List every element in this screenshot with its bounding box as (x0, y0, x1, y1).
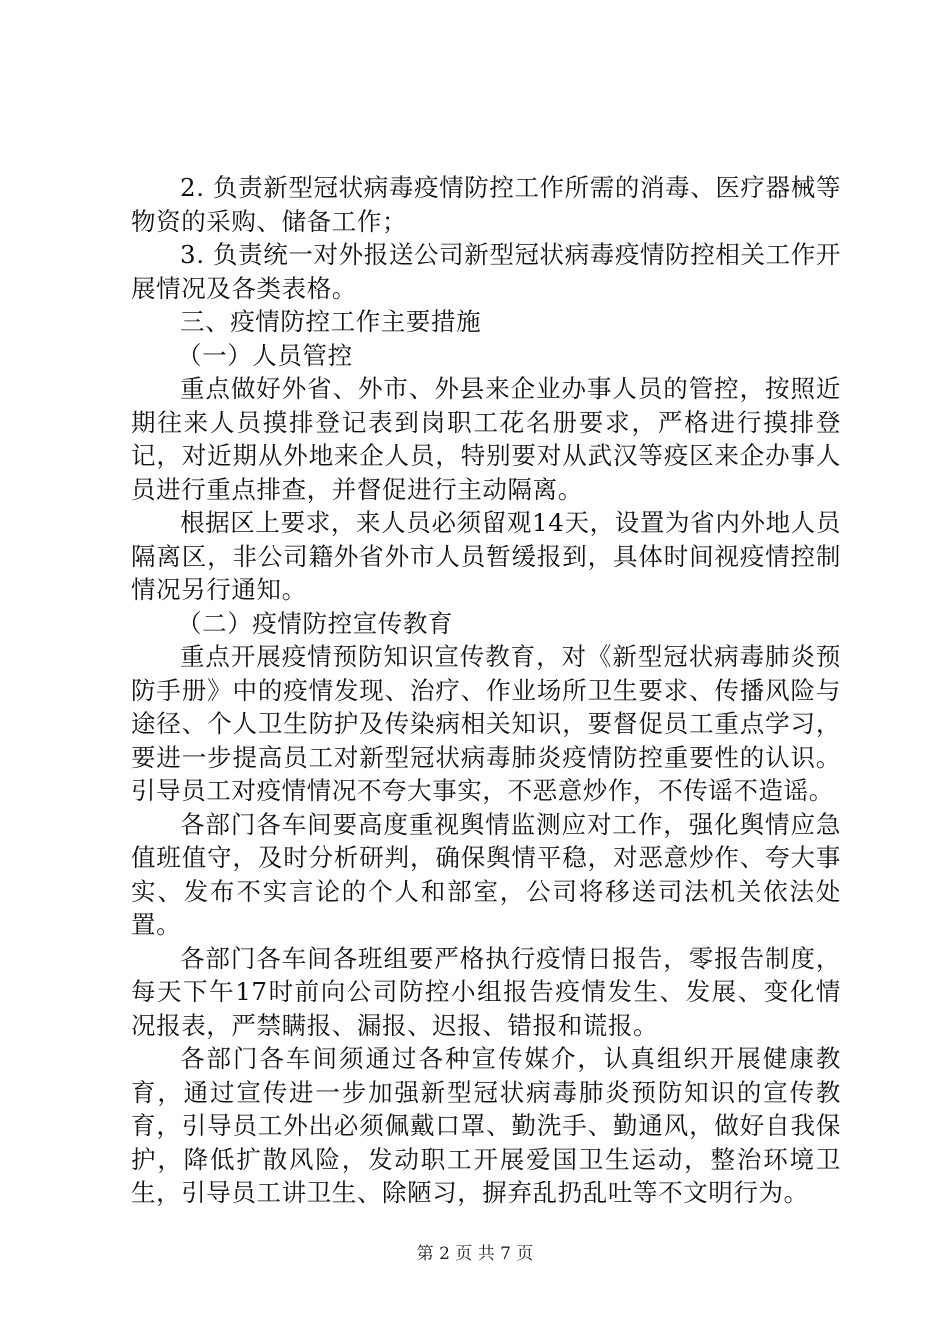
document-body (131, 171, 841, 1210)
paragraph-item-3: 3. 负责统一对外报送公司新型冠状病毒疫情防控相关工作开展情况及各类表格。 (131, 240, 841, 303)
paragraph-personnel-control: 重点做好外省、外市、外县来企业办事人员的管控，按照近期往来人员摸排登记表到岗职工花名册要求，严格进行摸排登记，对近期从外地来企人员，特别要对从武汉等疫区来企办事人员进行重点排查，并督促进行主动隔离。 (131, 374, 841, 504)
paragraph-daily-report: 各部门各车间各班组要严格执行疫情日报告，零报告制度，每天下午17时前向公司防控小组报告疫情发生、发展、变化情况报表，严禁瞒报、漏报、迟报、错报和谎报。 (131, 943, 841, 1040)
paragraph-education: 重点开展疫情预防知识宣传教育，对《新型冠状病毒肺炎预防手册》中的疫情发现、治疗、作业场所卫生要求、传播风险与途径、个人卫生防护及传染病相关知识，要督促员工重点学习，要进一步提高员工对新型冠状病毒肺炎疫情防控重要性的认识。引导员工对疫情情况不夸大事实，不恶意炒作，不传谣不造谣。 (131, 642, 841, 805)
subsection-heading-education: （二）疫情防控宣传教育 (177, 608, 454, 638)
paragraph-item-2: 2. 负责新型冠状病毒疫情防控工作所需的消毒、医疗器械等物资的采购、储备工作； (131, 173, 841, 236)
section-heading-measures: 三、疫情防控工作主要措施 (180, 307, 482, 336)
paragraph-quarantine: 根据区上要求，来人员必须留观14天，设置为省内外地人员隔离区，非公司籍外省外市人员暂缓报到，具体时间视疫情控制情况另行通知。 (131, 508, 841, 604)
subsection-heading-personnel: （一）人员管控 (177, 340, 353, 370)
paragraph-health-education: 各部门各车间须通过各种宣传媒介，认真组织开展健康教育，通过宣传进一步加强新型冠状病毒肺炎预防知识的宣传教育，引导员工外出必须佩戴口罩、勤洗手、勤通风，做好自我保护，降低扩散风险，发动职工开展爱国卫生运动，整治环境卫生，引导员工讲卫生、除陋习，摒弃乱扔乱吐等不文明行为。 (131, 1044, 841, 1207)
page-number-footer: 第 2 页 共 7 页 (416, 1244, 534, 1264)
paragraph-public-opinion: 各部门各车间要高度重视舆情监测应对工作，强化舆情应急值班值守，及时分析研判，确保舆情平稳，对恶意炒作、夸大事实、发布不实言论的个人和部室，公司将移送司法机关依法处置。 (131, 809, 841, 939)
